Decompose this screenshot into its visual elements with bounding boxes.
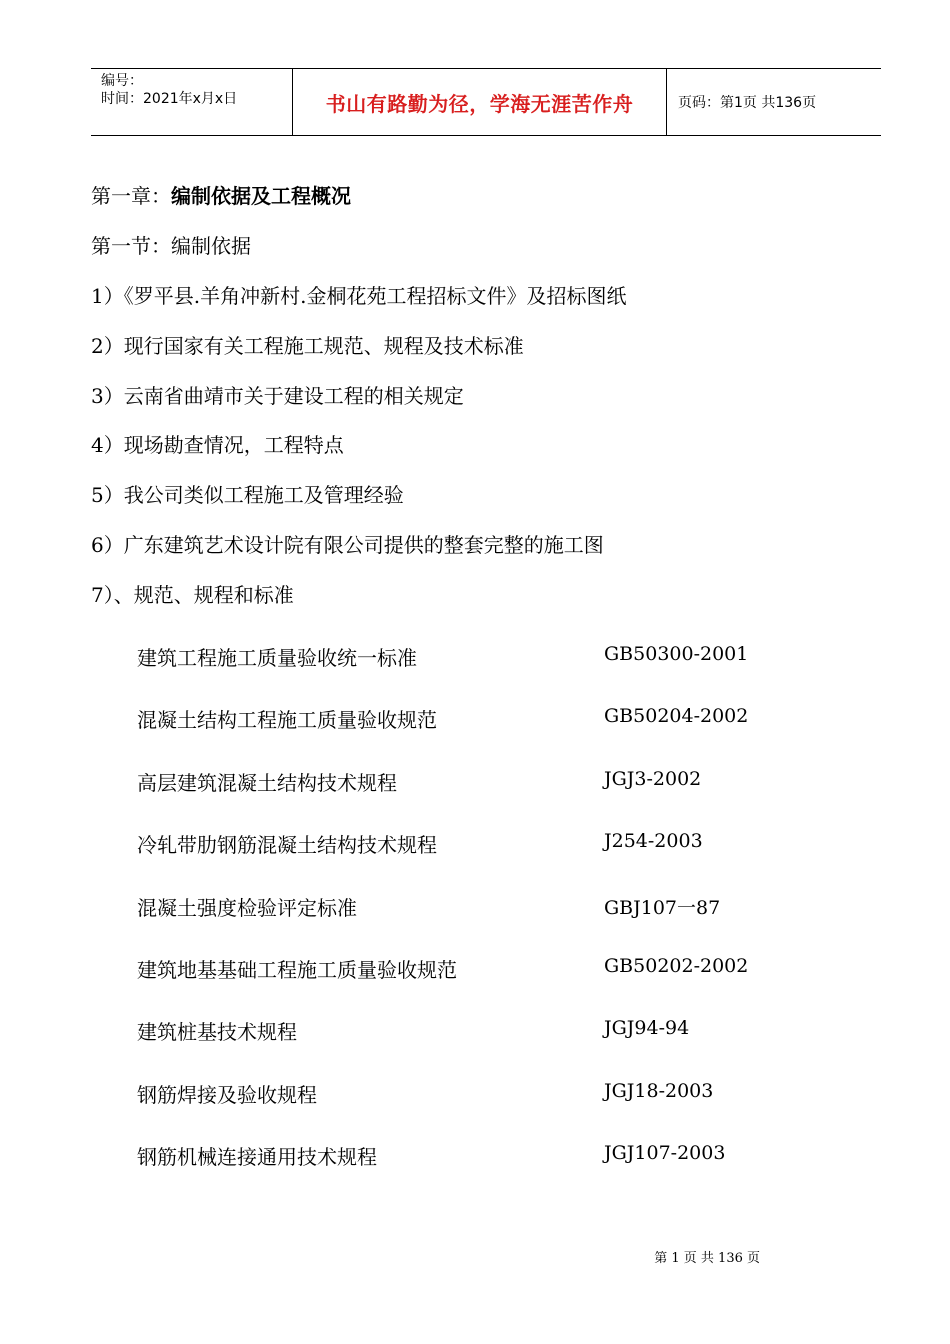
section-heading: 第一节：编制依据: [91, 234, 251, 258]
standard-code: JGJ107-2003: [604, 1142, 726, 1164]
chapter-prefix: 第一章：: [91, 184, 171, 208]
chapter-title: 编制依据及工程概况: [171, 184, 351, 208]
standard-code: GB50300-2001: [604, 643, 749, 665]
document-number-label: 编号：: [101, 73, 143, 89]
standard-name: 钢筋焊接及验收规程: [137, 1083, 317, 1107]
standard-name: 建筑地基基础工程施工质量验收规范: [137, 958, 457, 982]
standard-name: 钢筋机械连接通用技术规程: [137, 1145, 377, 1169]
header-meta: [91, 69, 293, 135]
standard-name: 混凝土结构工程施工质量验收规范: [137, 708, 437, 732]
list-item: 6）广东建筑艺术设计院有限公司提供的整套完整的施工图: [91, 533, 604, 557]
standard-code: GB50202-2002: [604, 955, 749, 977]
document-time-label: 时间：2021年x月x日: [101, 91, 238, 107]
chapter-heading: [91, 180, 351, 209]
standard-name: 冷轧带肋钢筋混凝土结构技术规程: [137, 833, 437, 857]
header-page-label: 页码：第1页 共136页: [678, 95, 817, 111]
page-header: [91, 68, 881, 136]
standard-name: 高层建筑混凝土结构技术规程: [137, 771, 397, 795]
list-item: 2）现行国家有关工程施工规范、规程及技术标准: [91, 334, 524, 358]
list-item: 3）云南省曲靖市关于建设工程的相关规定: [91, 384, 464, 408]
standard-name: 混凝土强度检验评定标准: [137, 896, 357, 920]
standard-code: JGJ18-2003: [604, 1080, 714, 1102]
standard-code: GB50204-2002: [604, 705, 749, 727]
list-item: 1）《罗平县.羊角冲新村.金桐花苑工程招标文件》及招标图纸: [91, 284, 627, 308]
header-motto: 书山有路勤为径，学海无涯苦作舟: [293, 69, 667, 135]
list-item: 7）、规范、规程和标准: [91, 583, 294, 607]
standard-name: 建筑工程施工质量验收统一标准: [137, 646, 417, 670]
page-footer: 第 1 页 共 136 页: [654, 1251, 760, 1266]
standard-code: JGJ3-2002: [604, 768, 702, 790]
standard-code: GBJ107一87: [604, 897, 721, 919]
list-item: 4）现场勘查情况，工程特点: [91, 433, 344, 457]
standard-code: JGJ94-94: [604, 1017, 690, 1039]
list-item: 5）我公司类似工程施工及管理经验: [91, 483, 404, 507]
standard-name: 建筑桩基技术规程: [137, 1020, 297, 1044]
standard-code: J254-2003: [604, 830, 703, 852]
